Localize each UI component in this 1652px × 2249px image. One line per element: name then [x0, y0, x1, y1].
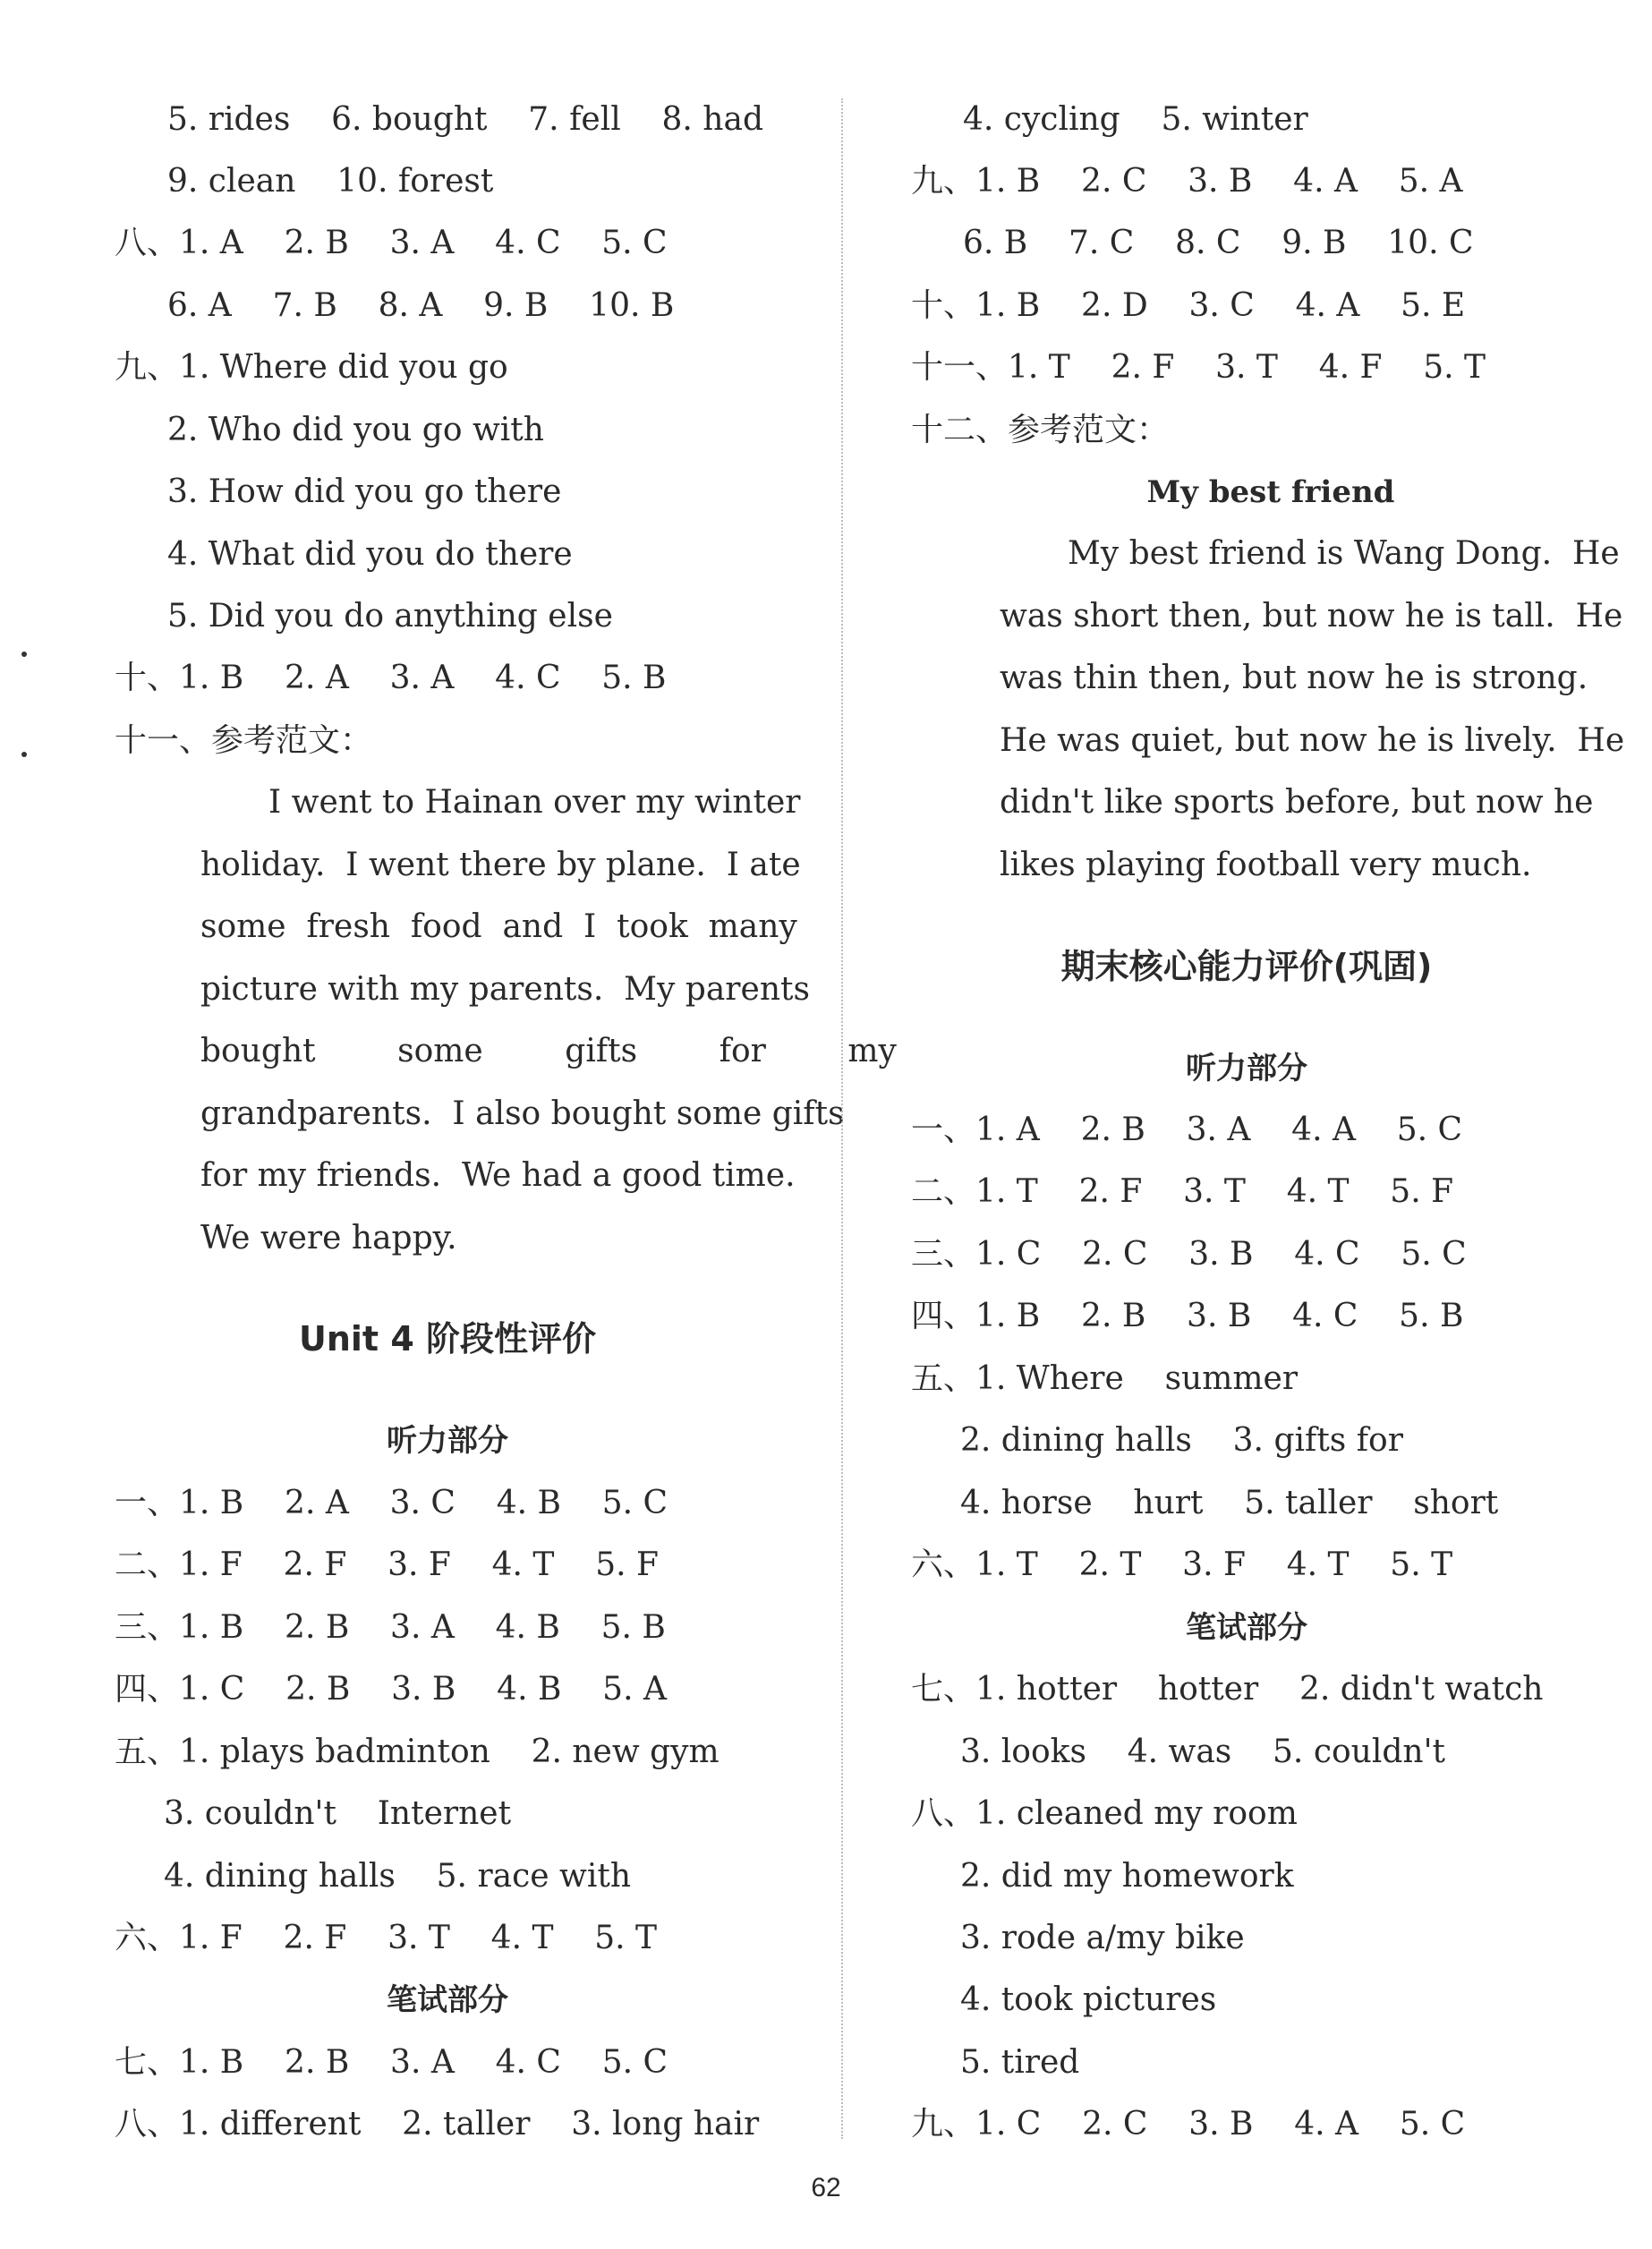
section-label: 一、 — [115, 1485, 180, 1521]
section-label: 十一、 — [115, 722, 212, 759]
section-label: 二、 — [115, 1546, 180, 1583]
margin-dot — [21, 652, 27, 657]
answer-line: 2. Who did you go with — [167, 412, 544, 448]
section-label: 八、 — [115, 2106, 180, 2143]
answer-line: 七、1. B 2. B 3. A 4. C 5. C — [115, 2044, 668, 2081]
essay-title: My best friend — [1146, 474, 1395, 510]
answer-line: 4. What did you do there — [167, 536, 573, 573]
answer-line: 八、1. cleaned my room — [911, 1795, 1298, 1832]
answer-line: 二、1. T 2. F 3. T 4. T 5. F — [911, 1173, 1454, 1210]
answer-line: 5. rides 6. bought 7. fell 8. had — [167, 101, 763, 138]
answer-line: 十二、参考范文： — [911, 412, 1170, 448]
section-label: 八、 — [911, 1795, 976, 1832]
section-label: 四、 — [911, 1298, 976, 1334]
answer-line: 十一、参考范文： — [115, 722, 373, 759]
answer-line: 五、1. plays badminton 2. new gym — [115, 1734, 720, 1770]
answer-line: 六、1. T 2. T 3. F 4. T 5. T — [911, 1546, 1453, 1583]
sample-essay: My best friend is Wang Dong. He was short then, but now he is tall. He was thin then, but now he is strong. He was quiet, but now he is lively. He didn't like sports before, but now he likes playing football very much. — [1000, 535, 1625, 883]
answer-line: 四、1. B 2. B 3. B 4. C 5. B — [911, 1298, 1464, 1334]
answer-line: 2. dining halls 3. gifts for — [960, 1422, 1403, 1459]
section-label: 九、 — [911, 2106, 976, 2143]
answer-line: 一、1. B 2. A 3. C 4. B 5. C — [115, 1485, 668, 1521]
section-label: 六、 — [115, 1920, 180, 1956]
section-label: 九、 — [115, 349, 180, 386]
column-divider — [841, 98, 843, 2139]
answer-line: 4. took pictures — [960, 1981, 1217, 2018]
section-label: 六、 — [911, 1546, 976, 1583]
written-heading: 笔试部分 — [387, 1982, 508, 2018]
answer-line: 5. tired — [960, 2044, 1080, 2081]
listening-heading: 听力部分 — [1186, 1051, 1307, 1086]
answer-line: 9. clean 10. forest — [167, 163, 494, 200]
answer-line: 五、1. Where summer — [911, 1360, 1299, 1397]
answer-line: 5. Did you do anything else — [167, 598, 613, 635]
answer-line: 九、1. B 2. C 3. B 4. A 5. A — [911, 163, 1463, 200]
section-label: 十二、 — [911, 412, 1009, 448]
section-label: 五、 — [115, 1734, 180, 1770]
listening-heading: 听力部分 — [387, 1423, 508, 1459]
section-label: 四、 — [115, 1671, 180, 1708]
exam-heading: 期末核心能力评价(巩固) — [1060, 947, 1433, 986]
page-number: 62 — [811, 2173, 841, 2202]
answer-line: 十一、1. T 2. F 3. T 4. F 5. T — [911, 349, 1486, 386]
answer-line: 十、1. B 2. A 3. A 4. C 5. B — [115, 660, 667, 696]
answer-line: 6. A 7. B 8. A 9. B 10. B — [167, 287, 675, 324]
answer-line: 九、1. Where did you go — [115, 349, 508, 386]
answer-line: 三、1. C 2. C 3. B 4. C 5. C — [911, 1236, 1467, 1273]
answer-line: 3. How did you go there — [167, 473, 562, 510]
answer-line: 三、1. B 2. B 3. A 4. B 5. B — [115, 1609, 666, 1646]
section-label: 十、 — [115, 660, 180, 696]
section-label: 三、 — [911, 1236, 976, 1273]
answer-line: 3. rode a/my bike — [960, 1920, 1245, 1956]
section-label: 九、 — [911, 163, 976, 200]
section-label: 七、 — [911, 1671, 976, 1708]
section-label: 五、 — [911, 1360, 976, 1397]
section-label: 一、 — [911, 1112, 976, 1148]
answer-line: 一、1. A 2. B 3. A 4. A 5. C — [911, 1112, 1463, 1148]
answer-line: 二、1. F 2. F 3. F 4. T 5. F — [115, 1546, 659, 1583]
sample-essay: I went to Hainan over my winter holiday. I went there by plane. I ate some fresh food and I took many picture with my parents. My parents bought some gifts for my grandparents. I also bought some gifts for my friends. We had a good time. We were happy. — [200, 784, 897, 1257]
answer-line: 九、1. C 2. C 3. B 4. A 5. C — [911, 2106, 1466, 2143]
section-label: 三、 — [115, 1609, 180, 1646]
answer-line: 七、1. hotter hotter 2. didn't watch — [911, 1671, 1544, 1708]
answer-line: 4. cycling 5. winter — [963, 101, 1308, 138]
written-heading: 笔试部分 — [1186, 1610, 1307, 1646]
answer-line: 3. looks 4. was 5. couldn't — [960, 1734, 1445, 1770]
answer-line: 八、1. different 2. taller 3. long hair — [115, 2106, 760, 2143]
answer-line: 3. couldn't Internet — [164, 1795, 512, 1832]
answer-line: 十、1. B 2. D 3. C 4. A 5. E — [911, 287, 1466, 324]
answer-line: 4. horse hurt 5. taller short — [960, 1485, 1499, 1521]
section-label: 十、 — [911, 287, 976, 324]
answer-line: 六、1. F 2. F 3. T 4. T 5. T — [115, 1920, 658, 1956]
answer-line: 八、1. A 2. B 3. A 4. C 5. C — [115, 225, 668, 261]
section-label: 七、 — [115, 2044, 180, 2081]
answer-line: 6. B 7. C 8. C 9. B 10. C — [963, 225, 1474, 261]
section-label: 十一、 — [911, 349, 1009, 386]
section-label: 二、 — [911, 1173, 976, 1210]
section-label: 八、 — [115, 225, 180, 261]
unit-heading: Unit 4 阶段性评价 — [299, 1319, 596, 1359]
answer-line: 4. dining halls 5. race with — [164, 1858, 631, 1895]
answer-line: 四、1. C 2. B 3. B 4. B 5. A — [115, 1671, 667, 1708]
margin-dot — [21, 752, 27, 757]
answer-line: 2. did my homework — [960, 1858, 1294, 1895]
